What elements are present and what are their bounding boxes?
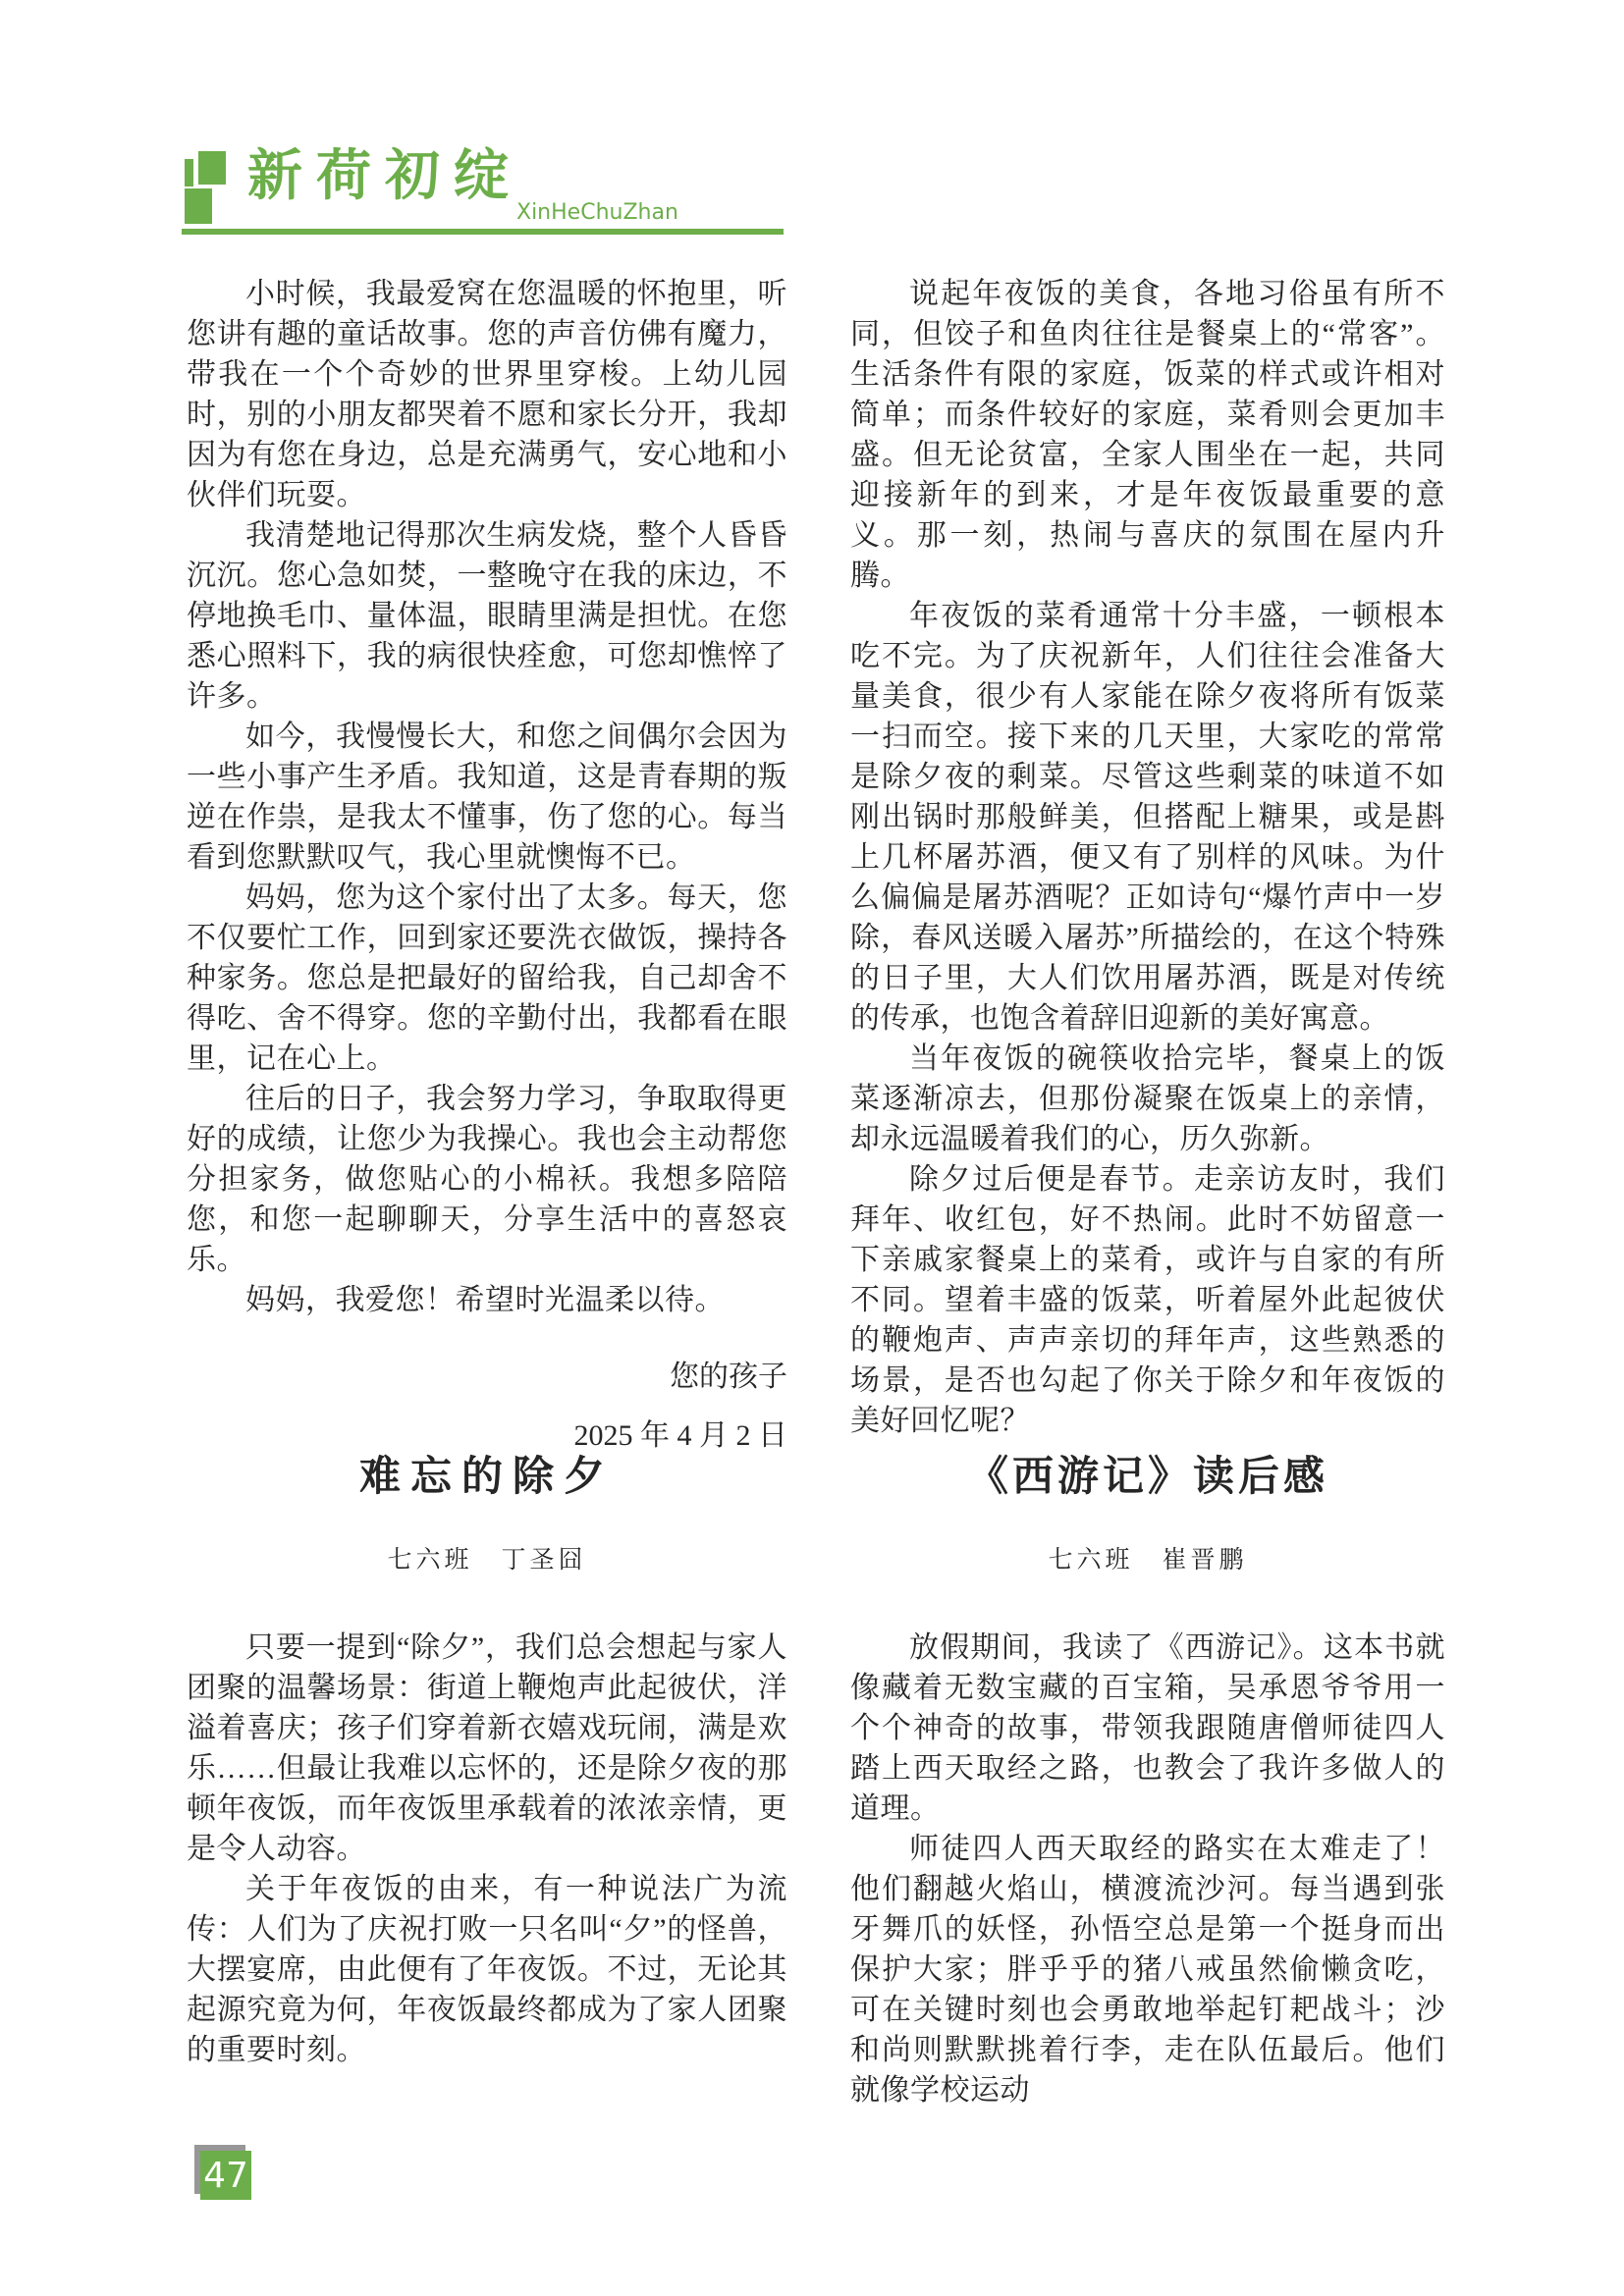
essay-paragraph: 除夕过后便是春节。走亲访友时，我们拜年、收红包，好不热闹。此时不妨留意一下亲戚家餐桌上的菜肴，或许与自家的有所不同。望着丰盛的饭菜，听着屋外此起彼伏的鞭炮声、声声亲切的拜年声，这些熟悉的场景，是否也勾起了你关于除夕和年夜饭的美好回忆呢？: [850, 1163, 1445, 1437]
article-paragraph: 师徒四人西天取经的路实在太难走了！他们翻越火焰山，横渡流沙河。每当遇到张牙舞爪的妖怪，孙悟空总是第一个挺身而出保护大家；胖乎乎的猪八戒虽然偷懒贪吃，可在关键时刻也会勇敢地举起钉耙战斗；沙和尚则默默挑着行李，走在队伍最后。他们就像学校运动: [850, 1833, 1445, 2107]
letter-paragraph: 往后的日子，我会努力学习，争取取得更好的成绩，让您少为我操心。我也会主动帮您分担家务，做您贴心的小棉袄。我想多陪陪您，和您一起聊聊天，分享生活中的喜怒哀乐。: [187, 1083, 787, 1276]
article-byline: 七六班 丁圣囧: [387, 1547, 587, 1574]
essay-paragraph: 年夜饭的菜肴通常十分丰盛，一顿根本吃不完。为了庆祝新年，人们往往会准备大量美食，很少有人家能在除夕夜将所有饭菜一扫而空。接下来的几天里，大家吃的常常是除夕夜的剩菜。尽管这些剩菜的味道不如刚出锅时那般鲜美，但搭配上糖果，或是斟上几杯屠苏酒，便又有了别样的风味。为什么偏偏是屠苏酒呢？正如诗句“爆竹声中一岁除，春风送暖入屠苏”所描绘的，在这个特殊的日子里，大人们饮用屠苏酒，既是对传统的传承，也饱含着辞旧迎新的美好寓意。: [850, 600, 1445, 1035]
article-paragraph: 关于年夜饭的由来，有一种说法广为流传：人们为了庆祝打败一只名叫“夕”的怪兽，大摆宴席，由此便有了年夜饭。不过，无论其起源究竟为何，年夜饭最终都成为了家人团聚的重要时刻。: [187, 1873, 787, 2066]
article-byline: 七六班 崔晋鹏: [1048, 1547, 1248, 1574]
letter-paragraph: 妈妈，我爱您！希望时光温柔以待。: [245, 1284, 725, 1316]
article-title: 难忘的除夕: [358, 1455, 615, 1500]
article-body: [850, 1628, 1445, 2110]
letter-signature-block: [187, 1348, 787, 1466]
letter-paragraph: 妈妈，您为这个家付出了太多。每天，您不仅要忙工作，回到家还要洗衣做饭，操持各种家务。您总是把最好的留给我，自己却舍不得吃、舍不得穿。您的辛勤付出，我都看在眼里，记在心上。: [187, 881, 787, 1075]
article-paragraph: 只要一提到“除夕”，我们总会想起与家人团聚的温馨场景：街道上鞭炮声此起彼伏，洋溢着喜庆；孩子们穿着新衣嬉戏玩闹，满是欢乐……但最让我难以忘怀的，还是除夕夜的那顿年夜饭，而年夜饭里承载着的浓浓亲情，更是令人动容。: [187, 1631, 787, 1865]
article-unforgettable-eve: [187, 1451, 787, 2070]
column-right: [850, 274, 1445, 1441]
letter-date: 2025 年 4 月 2 日: [573, 1419, 787, 1452]
article-journey-west-review: [850, 1451, 1445, 2110]
letter-paragraph: 我清楚地记得那次生病发烧，整个人昏昏沉沉。您心急如焚，一整晚守在我的床边，不停地换毛巾、量体温，眼睛里满是担忧。在您悉心照料下，我的病很快痊愈，可您却憔悴了许多。: [187, 519, 787, 713]
article-body: [187, 1628, 787, 2070]
article-title: 《西游记》读后感: [966, 1455, 1328, 1500]
logo-mark-icon: [183, 151, 234, 226]
letter-paragraph: 小时候，我最爱窝在您温暖的怀抱里，听您讲有趣的童话故事。您的声音仿佛有魔力，带我在一个个奇妙的世界里穿梭。上幼儿园时，别的小朋友都哭着不愿和家长分开，我却因为有您在身边，总是充满勇气，安心地和小伙伴们玩耍。: [187, 278, 787, 511]
column-left: [187, 274, 787, 1466]
letter-signature: 您的孩子: [670, 1361, 787, 1393]
brand-title: 新荷初绽: [247, 144, 522, 208]
article-paragraph: 放假期间，我读了《西游记》。这本书就像藏着无数宝藏的百宝箱，吴承恩爷爷用一个个神奇的故事，带领我跟随唐僧师徒四人踏上西天取经之路，也教会了我许多做人的道理。: [850, 1631, 1445, 1825]
essay-paragraph: 说起年夜饭的美食，各地习俗虽有所不同，但饺子和鱼肉往往是餐桌上的“常客”。生活条件有限的家庭，饭菜的样式或许相对简单；而条件较好的家庭，菜肴则会更加丰盛。但无论贫富，全家人围坐在一起，共同迎接新年的到来，才是年夜饭最重要的意义。那一刻，热闹与喜庆的氛围在屋内升腾。: [850, 278, 1445, 592]
letter-paragraph: 如今，我慢慢长大，和您之间偶尔会因为一些小事产生矛盾。我知道，这是青春期的叛逆在作祟，是我太不懂事，伤了您的心。每当看到您默默叹气，我心里就懊悔不已。: [187, 721, 787, 874]
brand-subtitle: XinHeChuZhan: [516, 200, 678, 225]
essay-paragraph: 当年夜饭的碗筷收拾完毕，餐桌上的饭菜逐渐凉去，但那份凝聚在饭桌上的亲情，却永远温暖着我们的心，历久弥新。: [850, 1042, 1445, 1155]
page-number-badge: 47: [200, 2151, 251, 2200]
header-rule: [182, 229, 784, 235]
